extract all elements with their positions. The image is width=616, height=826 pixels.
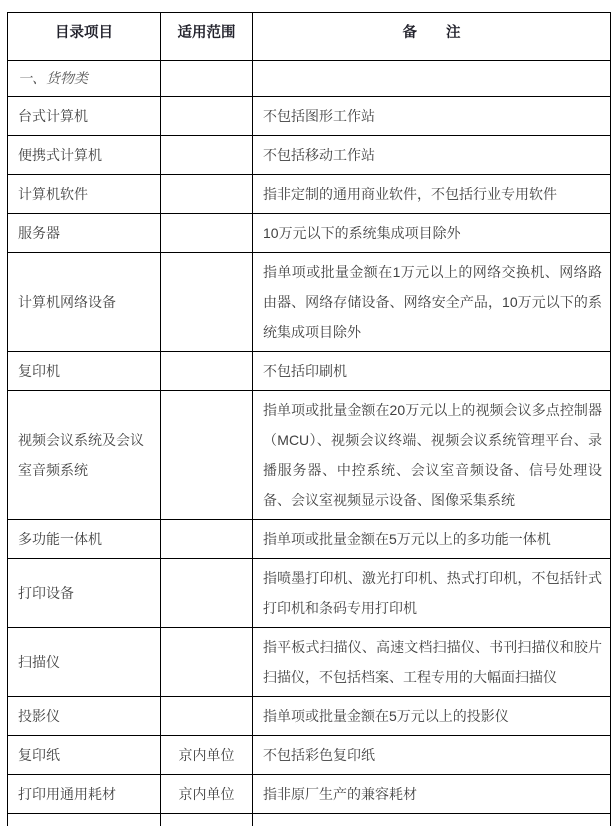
table-row [8, 391, 611, 520]
table-row [8, 97, 611, 136]
scope-cell [161, 391, 253, 520]
note-cell: 10万元以下的系统集成项目除外 [253, 214, 611, 253]
header-scope: 适用范围 [161, 13, 253, 61]
note-cell: 指单项或批量金额在20万元以上的视频会议多点控制器（MCU）、视频会议终端、视频会议系统管理平台、录播服务器、中控系统、会议室音频设备、信号处理设备、会议室视频显示设备、图像采集系统 [253, 391, 611, 520]
table-row [8, 136, 611, 175]
table-row [8, 520, 611, 559]
item-cell: 服务器 [8, 214, 161, 253]
note-cell [253, 814, 611, 826]
catalog-table [7, 12, 611, 826]
item-cell: 投影仪 [8, 697, 161, 736]
item-cell: 便携式计算机 [8, 136, 161, 175]
note-cell: 指非定制的通用商业软件，不包括行业专用软件 [253, 175, 611, 214]
table-row [8, 61, 611, 97]
table-row [8, 253, 611, 352]
scope-cell [161, 559, 253, 628]
note-cell: 不包括移动工作站 [253, 136, 611, 175]
scope-cell [161, 628, 253, 697]
scope-cell [161, 175, 253, 214]
table-row [8, 736, 611, 775]
item-cell: 打印设备 [8, 559, 161, 628]
item-cell [8, 814, 161, 826]
item-cell: 复印纸 [8, 736, 161, 775]
item-cell: 视频会议系统及会议室音频系统 [8, 391, 161, 520]
item-cell: 打印用通用耗材 [8, 775, 161, 814]
scope-cell: 京内单位 [161, 775, 253, 814]
note-cell: 指单项或批量金额在5万元以上的投影仪 [253, 697, 611, 736]
note-cell [253, 61, 611, 97]
table-body [8, 61, 611, 826]
note-cell: 指非原厂生产的兼容耗材 [253, 775, 611, 814]
note-cell: 指平板式扫描仪、高速文档扫描仪、书刊扫描仪和胶片扫描仪，不包括档案、工程专用的大幅面扫描仪 [253, 628, 611, 697]
scope-cell [161, 814, 253, 826]
header-item: 目录项目 [8, 13, 161, 61]
item-cell: 计算机软件 [8, 175, 161, 214]
note-cell: 不包括图形工作站 [253, 97, 611, 136]
note-cell: 指单项或批量金额在5万元以上的多功能一体机 [253, 520, 611, 559]
table-row [8, 214, 611, 253]
item-cell: 台式计算机 [8, 97, 161, 136]
table-row [8, 697, 611, 736]
note-cell: 指单项或批量金额在1万元以上的网络交换机、网络路由器、网络存储设备、网络安全产品，10万元以下的系统集成项目除外 [253, 253, 611, 352]
table-row [8, 352, 611, 391]
table-row [8, 628, 611, 697]
item-cell: 一、货物类 [8, 61, 161, 97]
item-cell: 扫描仪 [8, 628, 161, 697]
header-row [8, 13, 611, 61]
table-header [8, 13, 611, 61]
scope-cell [161, 520, 253, 559]
scope-cell [161, 214, 253, 253]
table-row [8, 175, 611, 214]
scope-cell [161, 697, 253, 736]
table-row [8, 559, 611, 628]
scope-cell [161, 136, 253, 175]
item-cell: 复印机 [8, 352, 161, 391]
scope-cell [161, 61, 253, 97]
item-cell: 多功能一体机 [8, 520, 161, 559]
header-note: 备 注 [253, 13, 611, 61]
scope-cell: 京内单位 [161, 736, 253, 775]
table-row [8, 775, 611, 814]
note-cell: 不包括彩色复印纸 [253, 736, 611, 775]
note-cell: 不包括印刷机 [253, 352, 611, 391]
note-cell: 指喷墨打印机、激光打印机、热式打印机，不包括针式打印机和条码专用打印机 [253, 559, 611, 628]
table-row [8, 814, 611, 826]
scope-cell [161, 352, 253, 391]
item-cell: 计算机网络设备 [8, 253, 161, 352]
scope-cell [161, 97, 253, 136]
scope-cell [161, 253, 253, 352]
